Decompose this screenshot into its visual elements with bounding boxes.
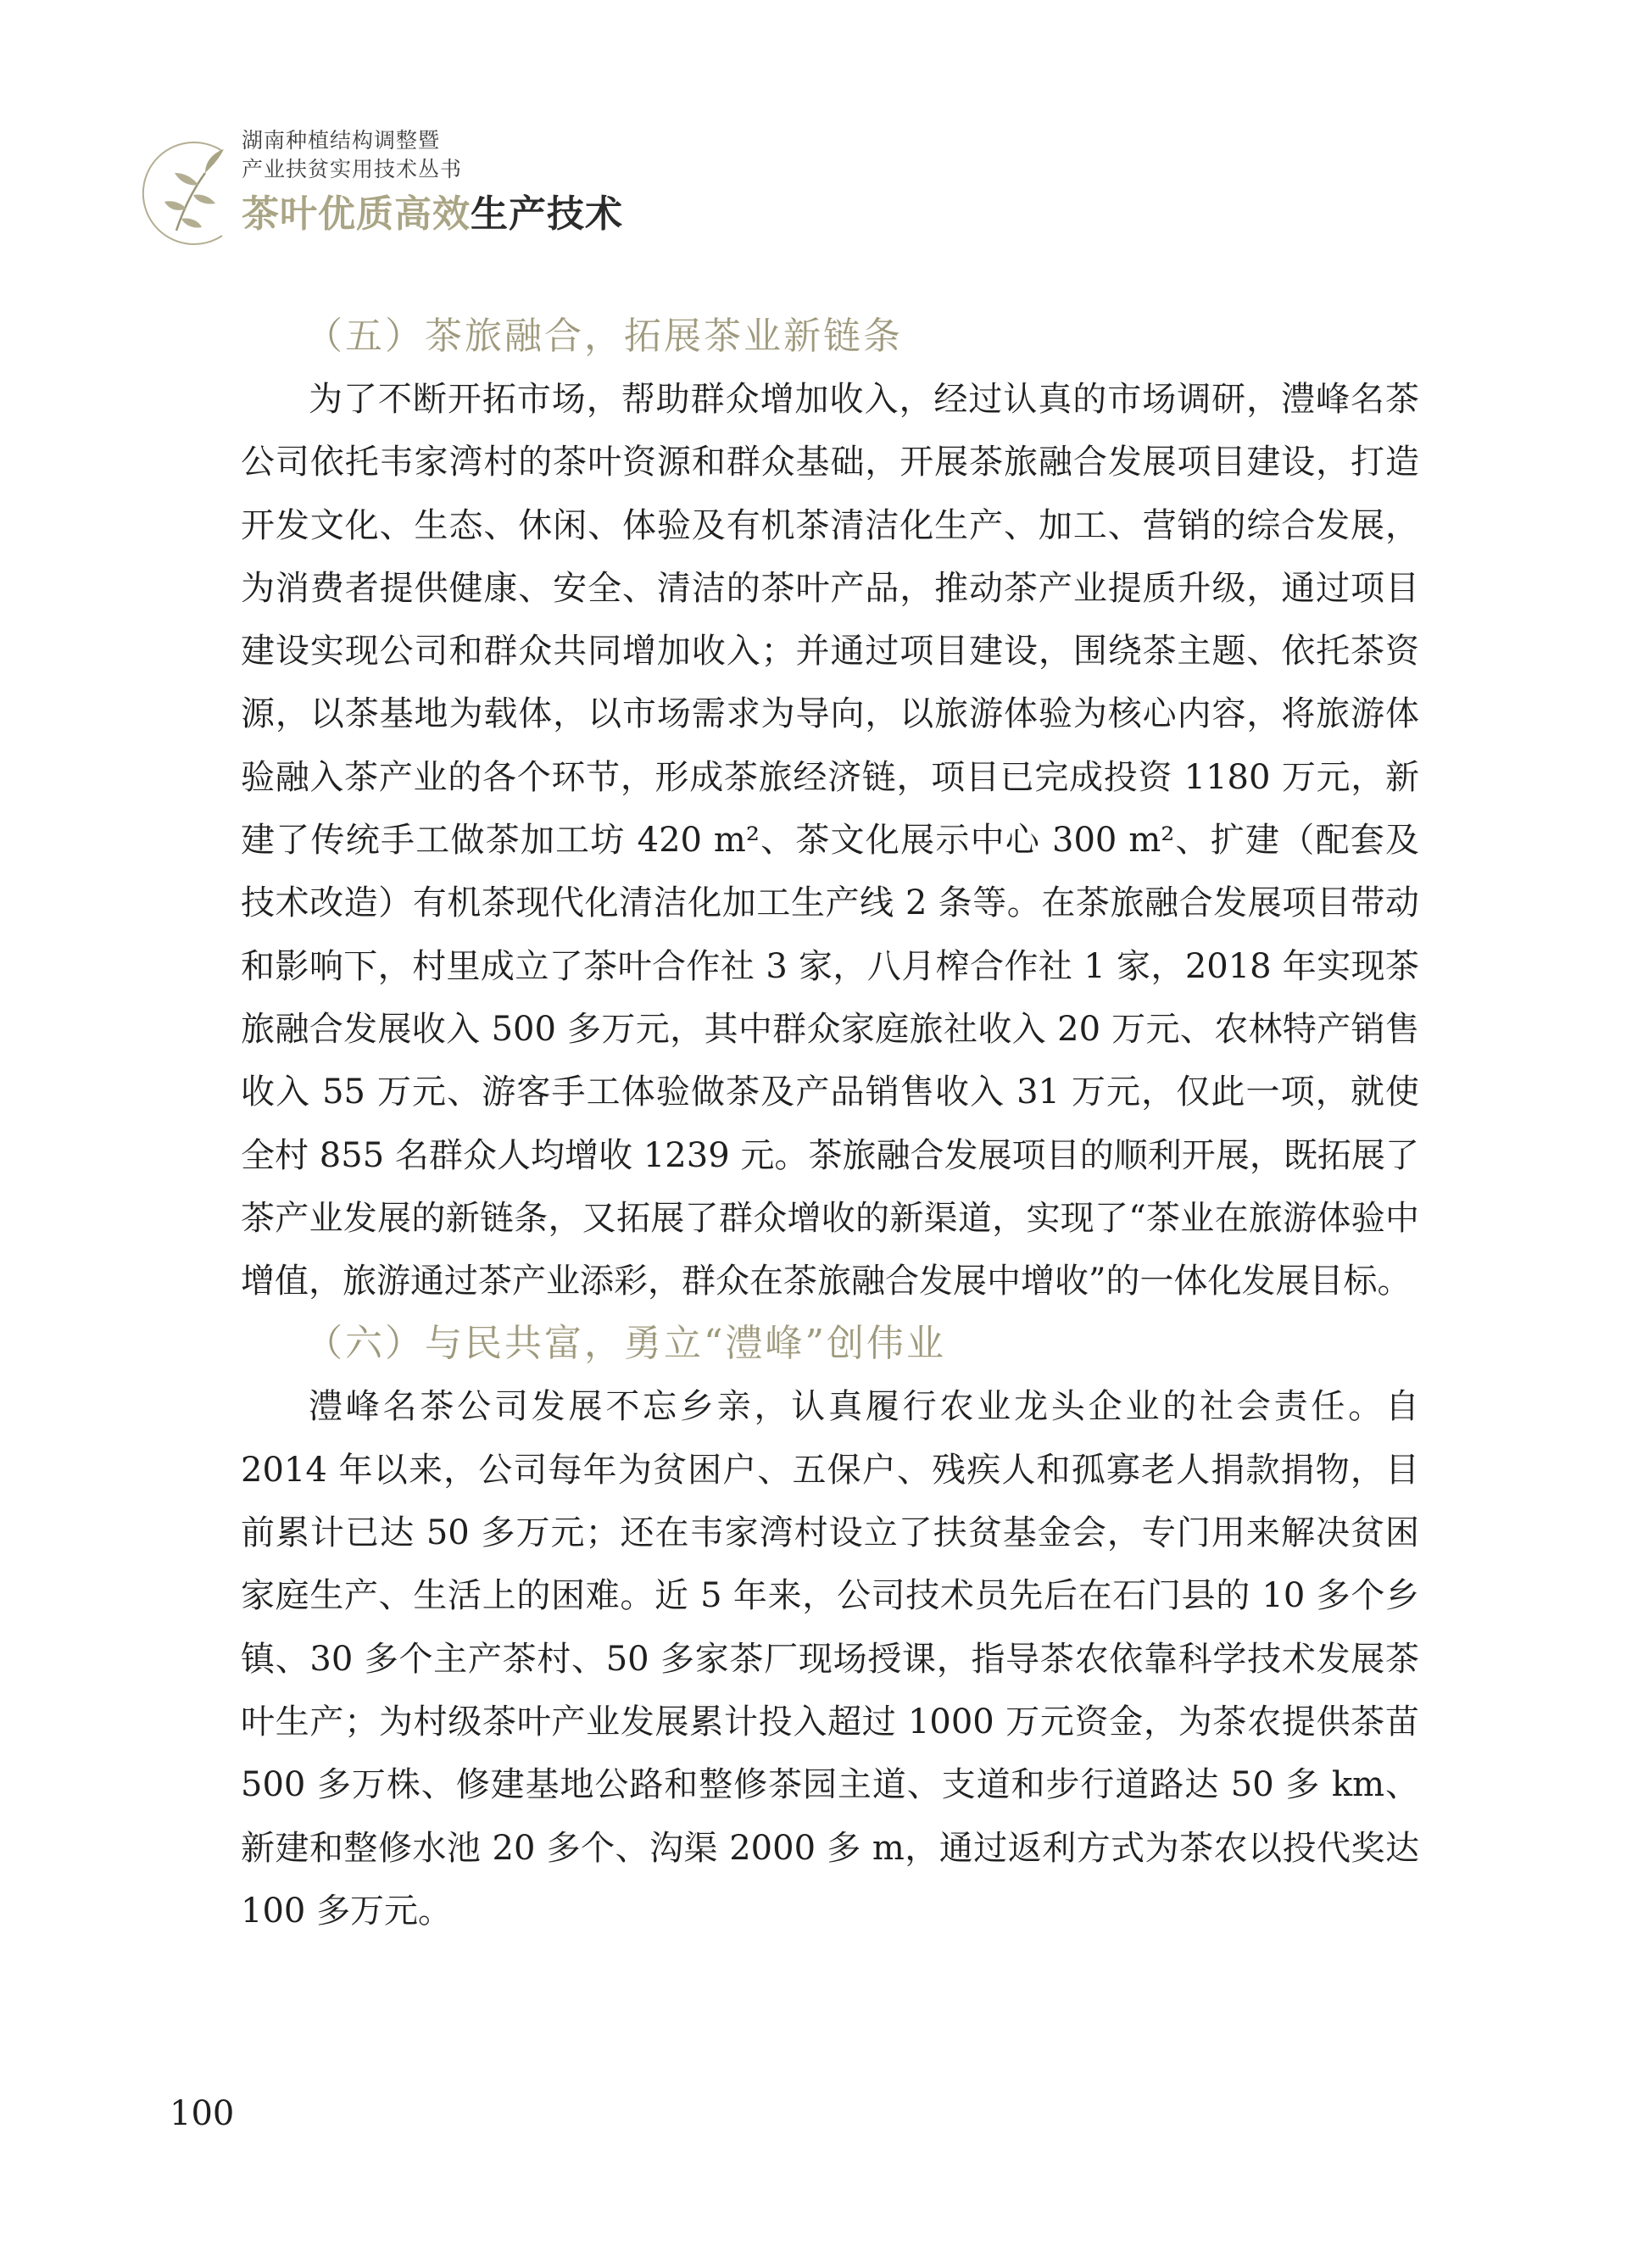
section-heading-5: （五）茶旅融合，拓展茶业新链条: [305, 315, 903, 358]
series-title-line-2: 产业扶贫实用技术丛书: [242, 157, 463, 181]
page-number: 100: [170, 2094, 235, 2133]
section-heading-6: （六）与民共富，勇立“澧峰”创伟业: [305, 1322, 946, 1366]
book-title-pale: 茶叶优质高效: [242, 192, 471, 236]
section-5-paragraph: 为了不断开拓市场，帮助群众增加收入，经过认真的市场调研，澧峰名茶公司依托韦家湾村的茶叶资源和群众基础，开展茶旅融合发展项目建设，打造开发文化、生态、休闲、体验及有机茶清洁化生产、加工、营销的综合发展，为消费者提供健康、安全、清洁的茶叶产品，推动茶产业提质升级，通过项目建设实现公司和群众共同增加收入；并通过项目建设，围绕茶主题、依托茶资源，以茶基地为载体，以市场需求为导向，以旅游体验为核心内容，将旅游体验融入茶产业的各个环节，形成茶旅经济链，项目已完成投资 1180 万元，新建了传统手工做茶加工坊 420 m²、茶文化展示中心 300 m²、扩建（配套及技术改造）有机茶现代化清洁化加工生产线 2 条等。在茶旅融合发展项目带动和影响下，村里成立了茶叶合作社 3 家，八月榨合作社 1 家，2018 年实现茶旅融合发展收入 500 多万元，其中群众家庭旅社收入 20 万元、农林特产销售收入 55 万元、游客手工体验做茶及产品销售收入 31 万元，仅此一项，就使全村 855 名群众人均增收 1239 元。茶旅融合发展项目的顺利开展，既拓展了茶产业发展的新链条，又拓展了群众增收的新渠道，实现了“茶业在旅游体验中增值，旅游通过茶产业添彩，群众在茶旅融合发展中增收”的一体化发展目标。: [241, 380, 1419, 1301]
book-title-dark: 生产技术: [471, 192, 623, 236]
section-6-paragraph: 澧峰名茶公司发展不忘乡亲，认真履行农业龙头企业的社会责任。自 2014 年以来，公司每年为贫困户、五保户、残疾人和孤寡老人捐款捐物，目前累计已达 50 多万元；还在韦家湾村设立了扶贫基金会，专门用来解决贫困家庭生产、生活上的困难。近 5 年来，公司技术员先后在石门县的 10 多个乡镇、30 多个主产茶村、50 多家茶厂现场授课，指导茶农依靠科学技术发展茶叶生产；为村级茶叶产业发展累计投入超过 1000 万元资金，为茶农提供茶苗 500 多万株、修建基地公路和整修茶园主道、支道和步行道路达 50 多 km、新建和整修水池 20 多个、沟渠 2000 多 m，通过返利方式为茶农以投代奖达 100 多万元。: [241, 1387, 1419, 1931]
tea-leaf-sprig-icon: [127, 136, 254, 246]
running-header: [127, 119, 805, 246]
page-body: [241, 305, 1419, 1942]
series-title-line-1: 湖南种植结构调整暨: [242, 128, 441, 153]
book-title: [242, 183, 623, 237]
